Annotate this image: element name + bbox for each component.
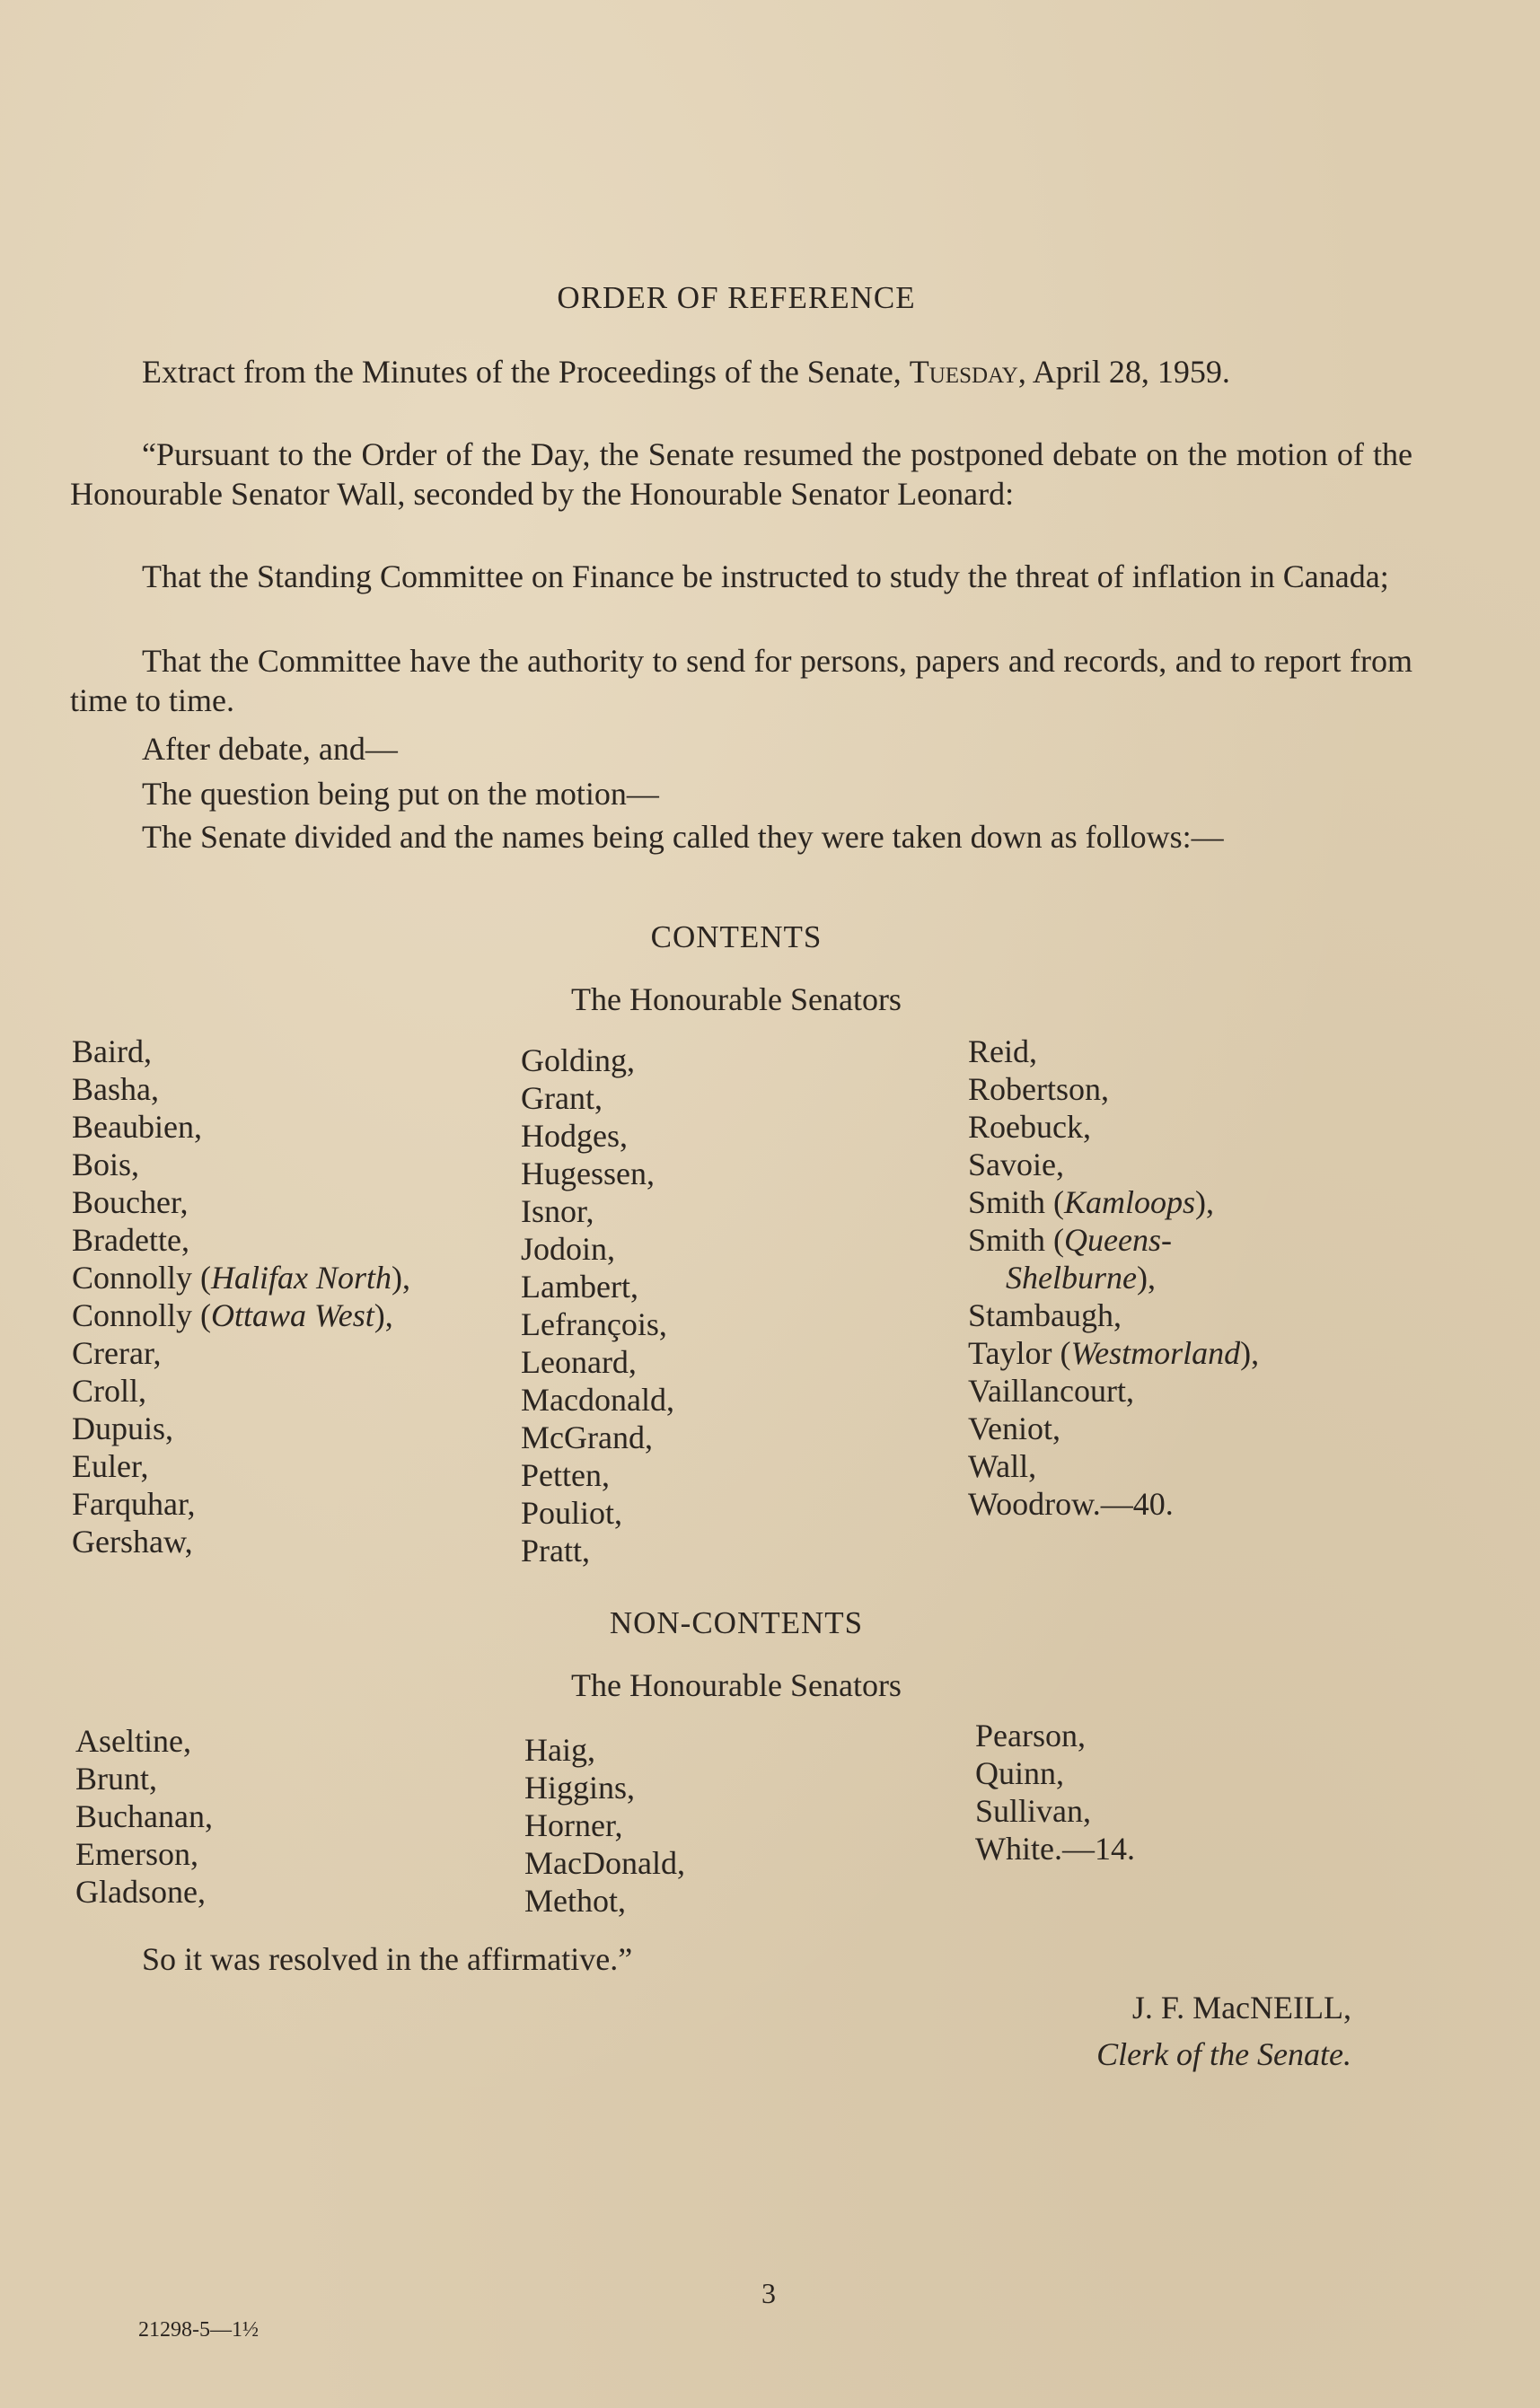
senator-surname: Isnor, [521,1193,594,1229]
senator-name [521,1456,674,1494]
senator-surname: Euler, [72,1448,149,1484]
contents-column-1 [72,1033,410,1560]
senator-constituency: Kamloops [1064,1184,1196,1220]
senator-surname: Roebuck, [968,1109,1091,1145]
senator-name [975,1717,1135,1754]
page-number: 3 [761,2277,776,2309]
senator-name [524,1844,685,1882]
senator-name [975,1754,1135,1792]
senator-name [521,1117,674,1155]
senator-name [524,1806,685,1844]
non-contents-column-2 [524,1731,685,1920]
senator-surname: Hugessen, [521,1156,655,1191]
contents-column-3 [968,1033,1259,1523]
senator-name [72,1070,410,1108]
senator-name [521,1381,674,1419]
senator-name [968,1372,1259,1410]
senator-surname: Croll, [72,1373,147,1409]
senator-surname: Leonard, [521,1344,637,1380]
senator-name [968,1146,1259,1183]
senator-surname: MacDonald, [524,1845,685,1881]
senator-name [968,1070,1259,1108]
senator-surname: Wall, [968,1448,1037,1484]
authority-text: That the Committee have the authority to send for persons, papers and records, and to report from time to time. [70,643,1412,718]
signature-name: J. F. MacNEILL, [1131,1990,1351,2026]
non-contents-column-1 [75,1722,213,1911]
senator-name [72,1183,410,1221]
senator-surname: Reid, [968,1033,1037,1069]
senator-name [968,1108,1259,1146]
senator-surname: Aseltine, [75,1723,191,1759]
senator-name [521,1268,674,1305]
signature-title: Clerk of the Senate. [1096,2036,1351,2072]
senator-surname: Robertson, [968,1071,1109,1107]
page-title: ORDER OF REFERENCE [557,280,916,315]
motion-text: “Pursuant to the Order of the Day, the Senate resumed the postponed debate on the motion of the Honourable Senator Wall, seconded by the Honourable Senator Leonard: [70,436,1412,512]
senator-suffix: ), [374,1297,393,1333]
senator-suffix: ), [1136,1260,1156,1296]
resolution-inflation-paragraph [70,557,1412,596]
senator-suffix: ), [1240,1335,1260,1371]
debate-text: After debate, and— [142,731,398,767]
senator-name [524,1769,685,1806]
senator-surname: Vaillancourt, [968,1373,1134,1409]
non-contents-column-3 [975,1717,1135,1868]
senator-surname: McGrand, [521,1419,653,1455]
senator-name [968,1221,1259,1259]
senator-name [521,1079,674,1117]
contents-subheading: The Honourable Senators [571,981,902,1017]
senator-surname: Gershaw, [72,1524,193,1560]
senator-constituency: Shelburne [1006,1260,1137,1296]
inflation-text: That the Standing Committee on Finance be instructed to study the threat of inflation in Canada; [142,558,1389,594]
senator-constituency: Westmorland [1070,1335,1241,1371]
senator-surname: Smith ( [968,1184,1065,1220]
senator-surname: Lambert, [521,1269,638,1305]
senator-surname: Baird, [72,1033,152,1069]
senator-name [72,1296,410,1334]
senator-surname: Horner, [524,1807,623,1843]
senator-surname: Beaubien, [72,1109,202,1145]
senator-name [72,1372,410,1410]
senator-name [75,1722,213,1760]
senator-surname: Basha, [72,1071,159,1107]
print-code: 21298-5—1½ [138,2318,259,2342]
senator-name [72,1259,410,1296]
senator-name [72,1485,410,1523]
senator-constituency: Halifax North [211,1260,392,1296]
senator-name [72,1410,410,1447]
senator-surname: Crerar, [72,1335,162,1371]
contents-heading: CONTENTS [650,919,823,954]
senator-surname: Connolly ( [72,1260,212,1296]
senator-name [521,1192,674,1230]
senator-surname: Pratt, [521,1533,590,1569]
senator-surname: Woodrow.—40. [968,1486,1174,1522]
senator-name [521,1155,674,1192]
extract-prefix: Extract from the Minutes of the Proceedings of the Senate, [142,354,902,390]
debate-paragraph [70,729,1412,769]
senator-suffix: ), [1195,1184,1215,1220]
senator-surname: Savoie, [968,1147,1064,1182]
senator-surname: Methot, [524,1883,626,1919]
senator-name [524,1731,685,1769]
senator-name [968,1033,1259,1070]
senator-name [968,1296,1259,1334]
senator-name [521,1532,674,1569]
non-contents-subheading: The Honourable Senators [571,1667,902,1703]
senator-name [72,1221,410,1259]
senator-name [968,1410,1259,1447]
senator-name [72,1523,410,1560]
senator-name [75,1873,213,1911]
senator-surname: Pouliot, [521,1495,623,1531]
senator-surname: Emerson, [75,1836,198,1872]
senator-surname: Hodges, [521,1118,628,1154]
extract-paragraph [70,352,1412,391]
senator-surname: Boucher, [72,1184,189,1220]
senator-surname: Lefrançois, [521,1306,667,1342]
division-text: The Senate divided and the names being called they were taken down as follows:— [142,819,1224,855]
senator-name [72,1108,410,1146]
senator-name [521,1343,674,1381]
resolution-paragraph [70,1939,1412,1979]
resolution-text: So it was resolved in the affirmative.” [142,1941,633,1977]
senator-name [75,1797,213,1835]
senator-surname: Sullivan, [975,1793,1092,1829]
senator-surname: Petten, [521,1457,610,1493]
senator-constituency: Ottawa West [211,1297,374,1333]
question-paragraph [70,774,1412,813]
senator-name [72,1033,410,1070]
senator-name [72,1334,410,1372]
senator-name [521,1419,674,1456]
senator-surname: Jodoin, [521,1231,616,1267]
senator-name [72,1146,410,1183]
senator-name [521,1494,674,1532]
senator-name [521,1230,674,1268]
senator-surname: Veniot, [968,1411,1060,1446]
senator-name [968,1183,1259,1221]
senator-suffix: ), [392,1260,411,1296]
senator-name [968,1485,1259,1523]
senator-surname: Higgins, [524,1770,636,1806]
senator-constituency: Queens- [1064,1222,1172,1258]
resolution-authority-paragraph [70,641,1412,720]
senator-surname: Haig, [524,1732,595,1768]
senator-name [524,1882,685,1920]
extract-day: Tuesday, [909,354,1026,390]
extract-date: April 28, 1959. [1032,354,1230,390]
senator-surname: Taylor ( [968,1335,1071,1371]
contents-column-2 [521,1041,674,1569]
senator-name [975,1830,1135,1868]
senator-surname: Connolly ( [72,1297,212,1333]
senator-surname: Farquhar, [72,1486,196,1522]
senator-name [521,1041,674,1079]
senator-surname: Bois, [72,1147,140,1182]
senator-surname: White.—14. [975,1831,1135,1867]
senator-name [521,1305,674,1343]
senator-surname: Golding, [521,1042,636,1078]
senator-name [968,1447,1259,1485]
question-text: The question being put on the motion— [142,776,659,812]
senator-surname: Stambaugh, [968,1297,1122,1333]
senator-name [968,1259,1259,1296]
senator-name [975,1792,1135,1830]
senator-surname: Quinn, [975,1755,1064,1791]
senator-surname: Grant, [521,1080,603,1116]
division-paragraph [70,817,1412,857]
senator-name [968,1334,1259,1372]
motion-paragraph [70,435,1412,514]
senator-surname: Pearson, [975,1718,1086,1753]
senator-name [75,1835,213,1873]
signature-block [1096,1984,1351,2078]
senator-surname: Buchanan, [75,1798,213,1834]
senator-name [75,1760,213,1797]
senator-surname: Brunt, [75,1761,158,1797]
senator-surname: Smith ( [968,1222,1065,1258]
non-contents-heading: NON-CONTENTS [609,1605,864,1640]
senator-surname: Macdonald, [521,1382,674,1418]
senator-surname: Bradette, [72,1222,189,1258]
senator-surname: Dupuis, [72,1411,174,1446]
senator-surname: Gladsone, [75,1874,206,1910]
senator-name [72,1447,410,1485]
